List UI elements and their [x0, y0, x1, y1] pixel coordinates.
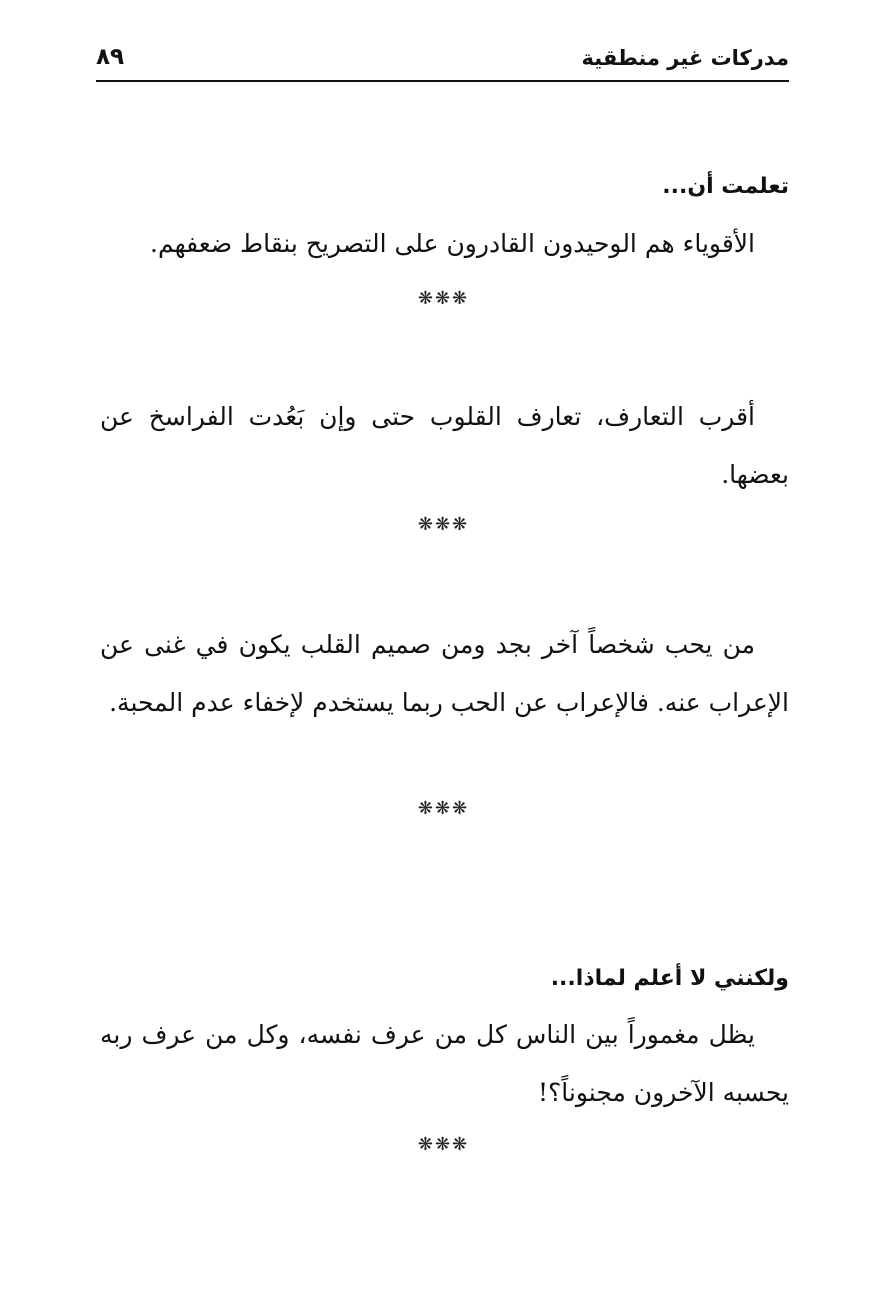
section-heading-learned: تعلمت أن... — [662, 174, 789, 199]
paragraph-love: من يحب شخصاً آخر بجد ومن صميم القلب يكون في غنى عن الإعراب عنه. فالإعراب عن الحب ربما يستخدم لإخفاء عدم المحبة. — [100, 630, 789, 717]
running-title: مدركات غير منطقية — [581, 46, 789, 70]
paragraph-hearts: أقرب التعارف، تعارف القلوب حتى وإن بَعُدت الفراسخ عن بعضها. — [100, 402, 789, 489]
separator-4: ❋❋❋ — [417, 1134, 470, 1155]
separator-3: ❋❋❋ — [417, 798, 470, 819]
paragraph-strength: الأقوياء هم الوحيدون القادرون على التصريح بنقاط ضعفهم. — [150, 229, 755, 258]
page-number: ٨٩ — [96, 44, 125, 70]
page-header — [96, 40, 789, 82]
paragraph-self-knowledge: يظل مغموراً بين الناس كل من عرف نفسه، وكل من عرف ربه يحسبه الآخرون مجنوناً؟! — [100, 1020, 789, 1107]
section-heading-dont-know: ولكنني لا أعلم لماذا... — [550, 966, 789, 991]
separator-2: ❋❋❋ — [417, 514, 470, 535]
separator-1: ❋❋❋ — [417, 288, 470, 309]
